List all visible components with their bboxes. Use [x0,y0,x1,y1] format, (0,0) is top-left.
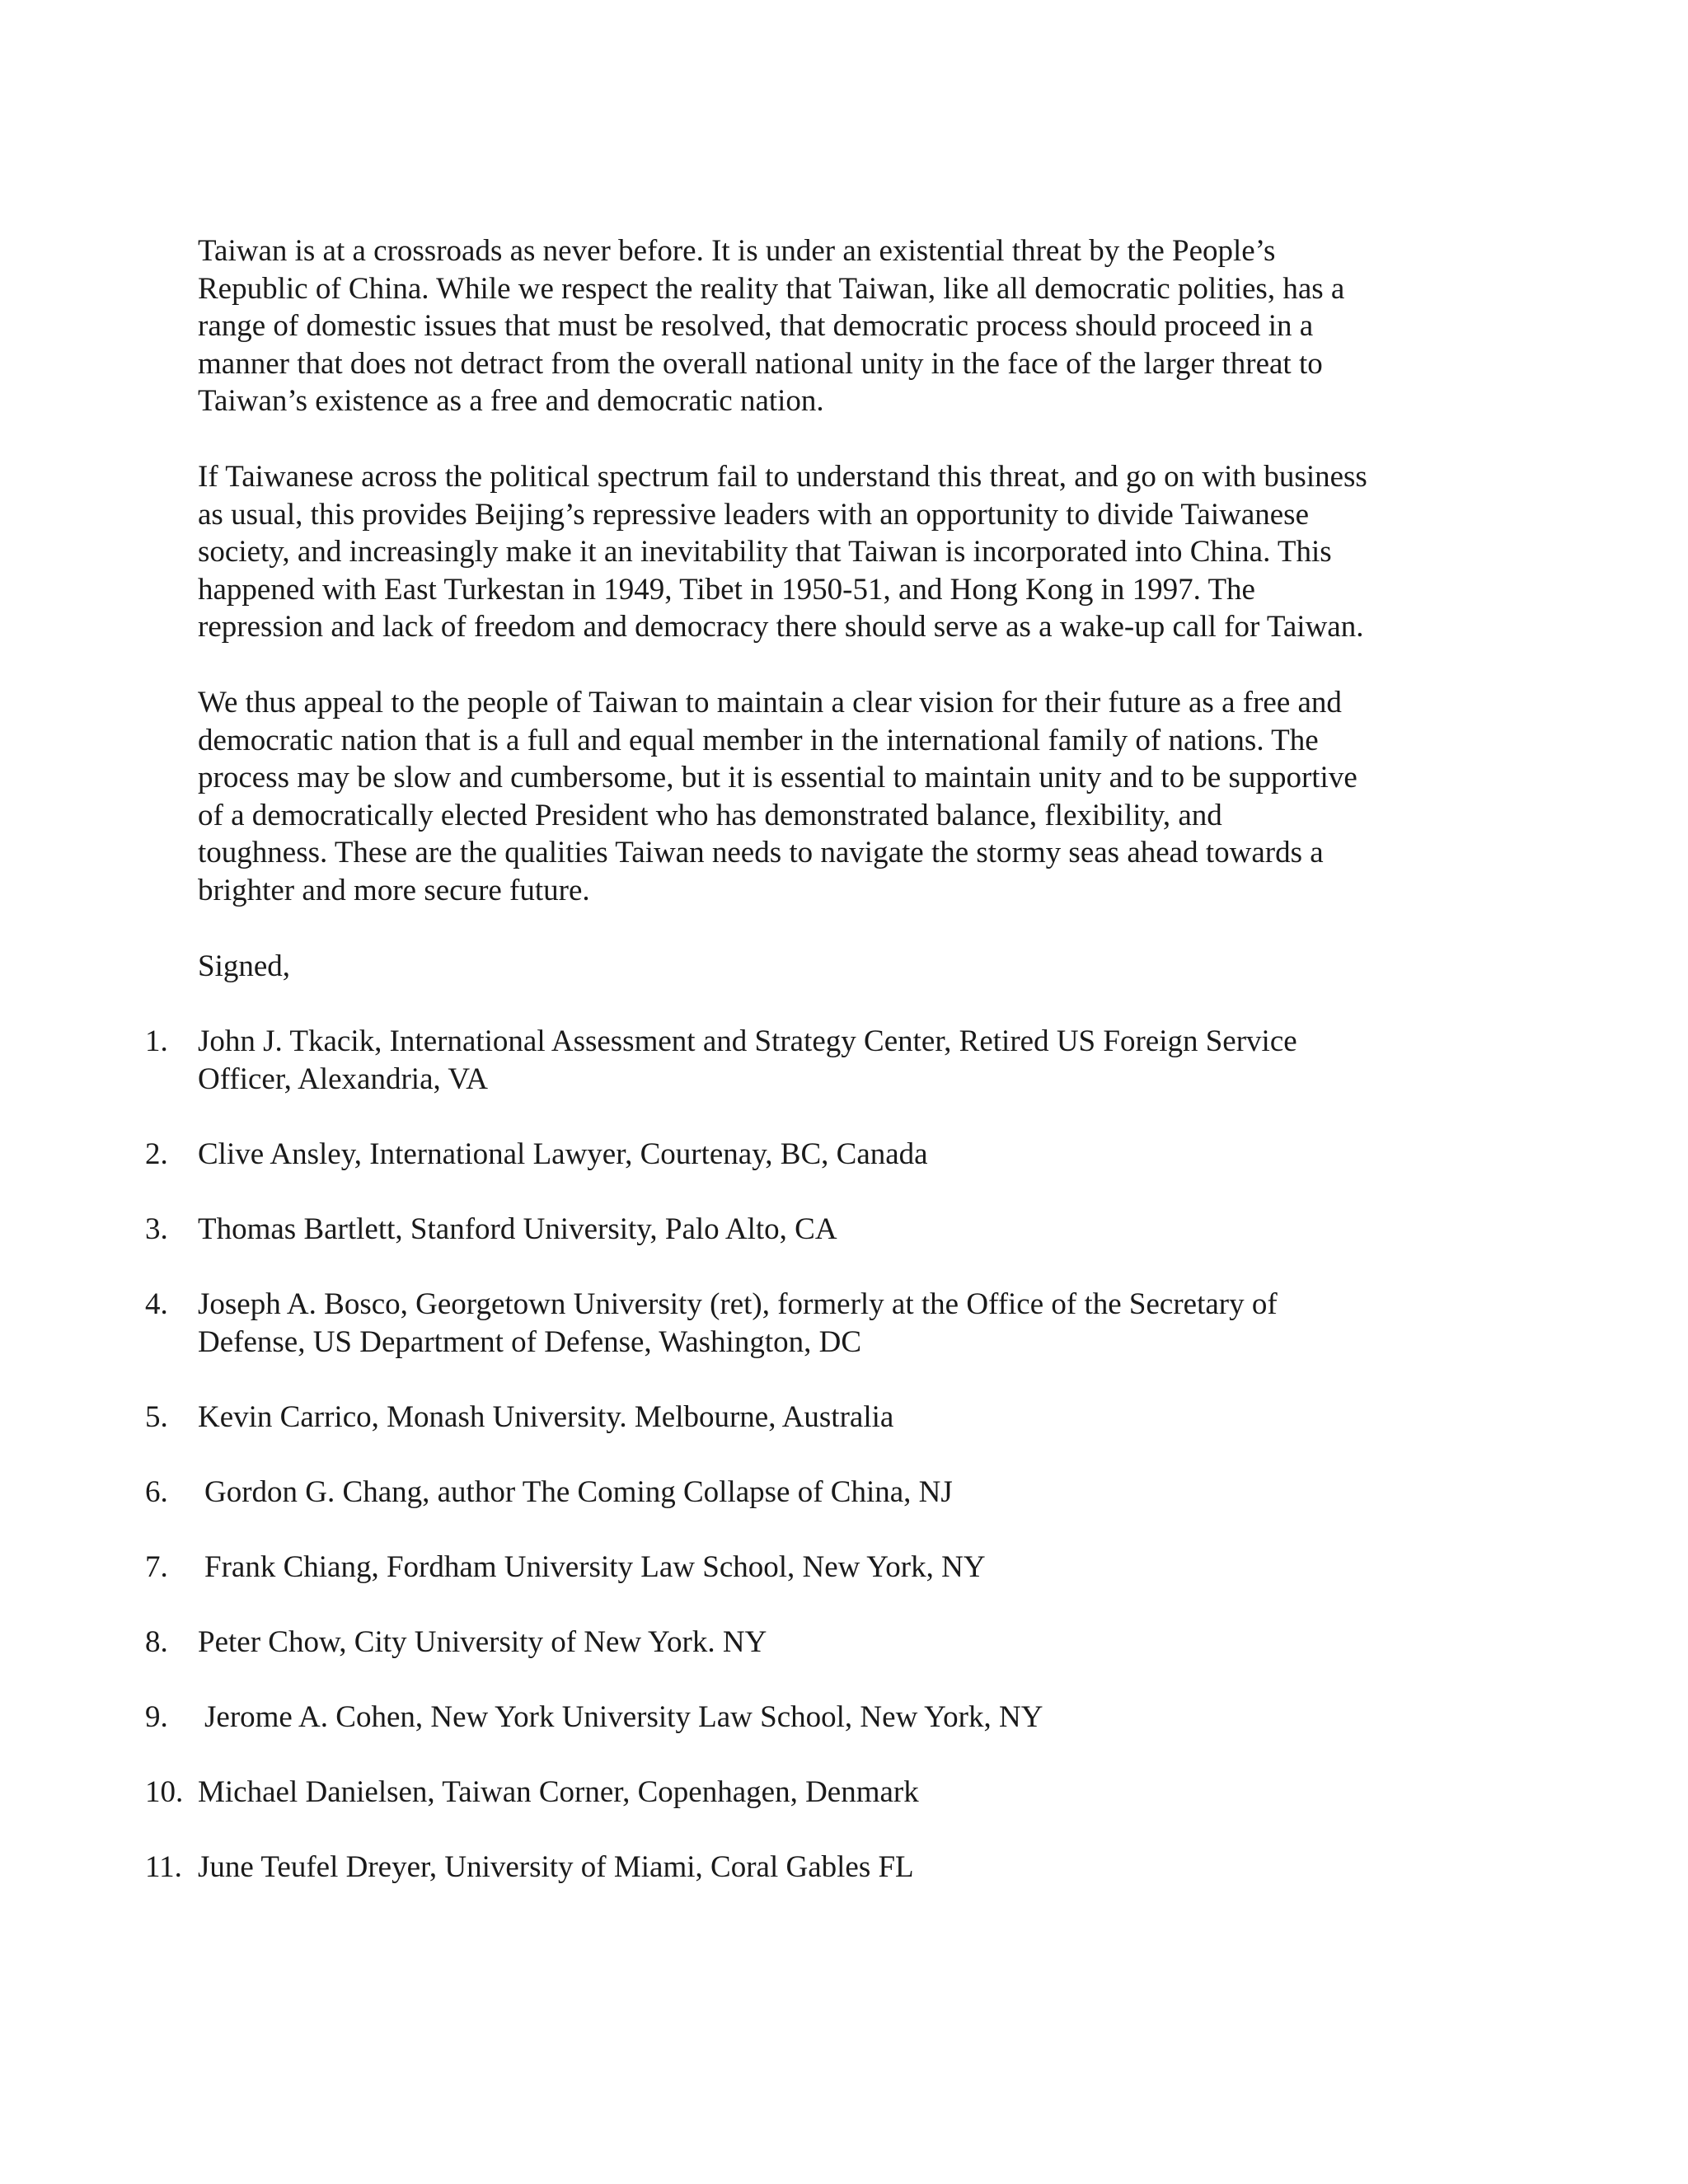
list-item-number: 11. [145,1850,182,1884]
list-item-number: 8. [145,1625,168,1659]
list-item-text: Joseph A. Bosco, Georgetown University (ret), formerly at the Office of the Secretary of Defense, US Department of Defense, Washington, DC [198,1287,1278,1359]
list-item-text: Kevin Carrico, Monash University. Melbourne, Australia [198,1400,894,1434]
paragraph-3: We thus appeal to the people of Taiwan to maintain a clear vision for their future as a free and democratic nation that is a full and equal member in the international family of nations. The process may be slow and cumbersome, but it is essential to maintain unity and to be supportive of a democratically elected President who has demonstrated balance, flexibility, and toughness. These are the qualities Taiwan needs to navigate the stormy seas ahead towards a brighter and more secure future. [198,686,1357,907]
list-item-number: 2. [145,1137,168,1171]
list-item-number: 4. [145,1287,168,1321]
list-item-text: Jerome A. Cohen, New York University Law School, New York, NY [204,1700,1043,1734]
list-item-number: 10. [145,1775,184,1809]
list-item-number: 6. [145,1475,168,1509]
list-item-number: 9. [145,1700,168,1734]
list-item-text: Frank Chiang, Fordham University Law School, New York, NY [204,1550,986,1584]
list-item-text: John J. Tkacik, International Assessment and Strategy Center, Retired US Foreign Service Officer, Alexandria, VA [198,1024,1297,1096]
list-item-number: 5. [145,1400,168,1434]
signed-label: Signed, [198,949,291,983]
list-item-text: Peter Chow, City University of New York. NY [198,1625,767,1659]
list-item-number: 1. [145,1024,168,1058]
paragraph-1: Taiwan is at a crossroads as never before. It is under an existential threat by the People’s Republic of China. While we respect the reality that Taiwan, like all democratic polities, has a range of domestic issues that must be resolved, that democratic process should proceed in a manner that does not detract from the overall national unity in the face of the larger threat to Taiwan’s existence as a free and democratic nation. [198,234,1345,419]
list-item-number: 7. [145,1550,168,1584]
list-item-text: Michael Danielsen, Taiwan Corner, Copenhagen, Denmark [198,1775,919,1809]
list-item-text: Clive Ansley, International Lawyer, Courtenay, BC, Canada [198,1137,928,1171]
list-item-text: June Teufel Dreyer, University of Miami, Coral Gables FL [198,1850,914,1884]
list-item-text: Thomas Bartlett, Stanford University, Palo Alto, CA [198,1212,837,1246]
list-item-text: Gordon G. Chang, author The Coming Collapse of China, NJ [204,1475,953,1509]
list-item-number: 3. [145,1212,168,1246]
paragraph-2: If Taiwanese across the political spectrum fail to understand this threat, and go on with business as usual, this provides Beijing’s repressive leaders with an opportunity to divide Taiwanese society, and increasingly make it an inevitability that Taiwan is incorporated into China. This happened with East Turkestan in 1949, Tibet in 1950-51, and Hong Kong in 1997. The repression and lack of freedom and democracy there should serve as a wake-up call for Taiwan. [198,460,1367,644]
